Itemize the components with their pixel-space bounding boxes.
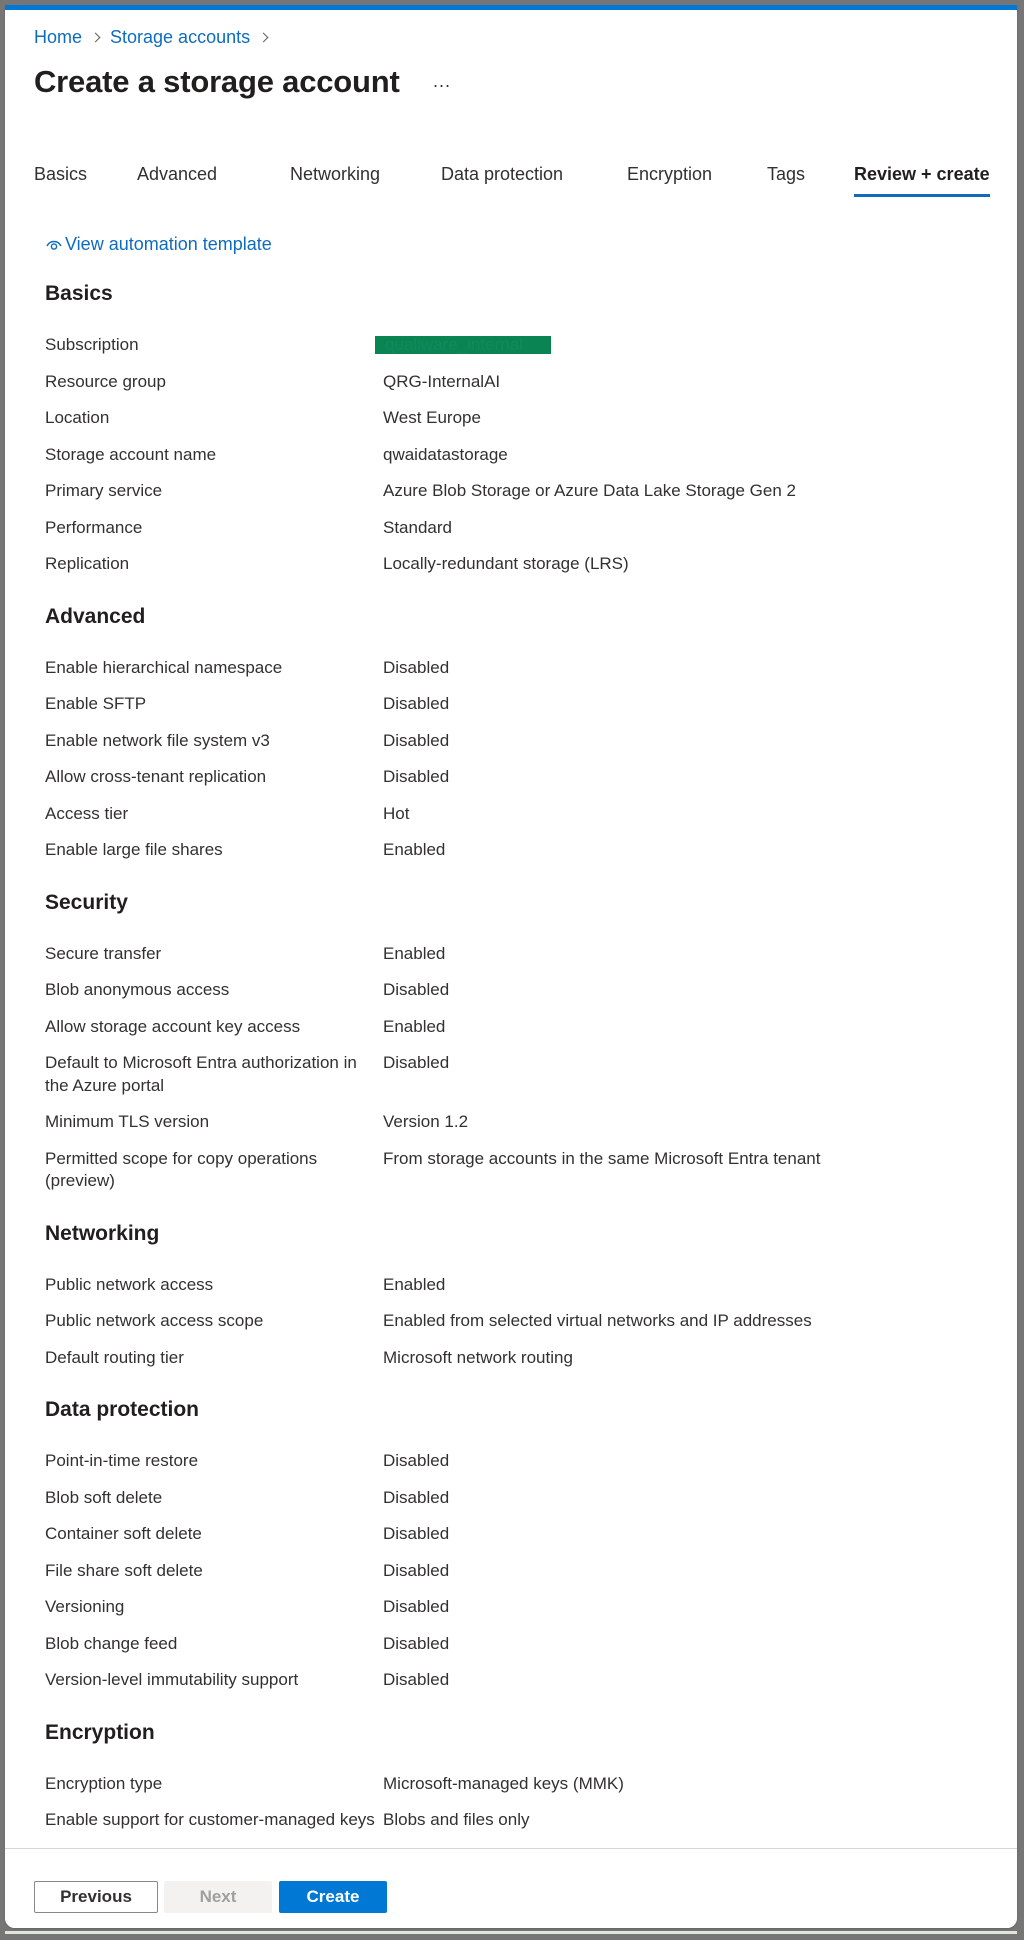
summary-row	[45, 1303, 985, 1340]
summary-value	[383, 334, 985, 357]
section-advanced	[45, 603, 985, 869]
summary-row	[45, 650, 985, 687]
summary-row	[45, 1009, 985, 1046]
summary-row	[45, 723, 985, 760]
window-bottom-edge	[5, 1931, 1017, 1934]
previous-button[interactable]: Previous	[34, 1881, 158, 1913]
view-automation-template-label: View automation template	[65, 234, 272, 254]
summary-label: Permitted scope for copy operations (preview)	[45, 1148, 318, 1190]
summary-value: Disabled	[383, 767, 450, 786]
summary-label: Subscription	[45, 335, 139, 354]
summary-value: Standard	[383, 517, 452, 537]
summary-label: Versioning	[45, 1597, 125, 1616]
summary-row	[45, 936, 985, 973]
tab-review-create[interactable]: Review + create	[854, 160, 990, 197]
summary-label: Allow storage account key access	[45, 1016, 301, 1036]
summary-label: Blob soft delete	[45, 1487, 163, 1507]
section-networking	[45, 1220, 985, 1377]
summary-value: Disabled	[383, 980, 450, 999]
tab-encryption[interactable]: Encryption	[627, 164, 713, 184]
summary-label: Enable large file shares	[45, 840, 223, 859]
summary-sections	[45, 280, 985, 1848]
page-title: Create a storage account	[34, 64, 400, 99]
summary-row	[45, 510, 985, 547]
summary-row	[45, 437, 985, 474]
summary-value: Disabled	[383, 1451, 450, 1470]
summary-value: Disabled	[383, 1597, 450, 1616]
summary-row	[45, 364, 985, 401]
eye-icon	[45, 238, 63, 252]
summary-value: Disabled	[383, 694, 450, 713]
summary-value: Disabled	[383, 1487, 450, 1507]
summary-label: Storage account name	[45, 444, 217, 464]
create-button[interactable]: Create	[279, 1881, 387, 1913]
summary-value: Enabled	[383, 1274, 446, 1294]
summary-label: Default routing tier	[45, 1347, 184, 1367]
summary-value: Enabled	[383, 840, 446, 859]
summary-row	[45, 1626, 985, 1663]
summary-value: Enabled from selected virtual networks and IP addresses	[383, 1311, 812, 1330]
summary-label: File share soft delete	[45, 1560, 203, 1580]
next-button[interactable]: Next	[164, 1881, 272, 1913]
summary-label: Container soft delete	[45, 1524, 202, 1543]
summary-row	[45, 1267, 985, 1304]
summary-label: Public network access scope	[45, 1311, 264, 1330]
summary-value: Azure Blob Storage or Azure Data Lake Storage Gen 2	[383, 481, 796, 500]
wizard-footer	[5, 1848, 1017, 1928]
summary-row	[45, 1340, 985, 1377]
section-heading: Basics	[45, 282, 113, 305]
summary-label: Point-in-time restore	[45, 1451, 199, 1470]
section-heading: Security	[45, 890, 128, 914]
chevron-right-icon	[260, 34, 268, 42]
tab-advanced[interactable]: Advanced	[137, 164, 218, 184]
summary-row	[45, 1104, 985, 1141]
summary-value: Disabled	[383, 1560, 450, 1580]
summary-row	[45, 400, 985, 437]
summary-row	[45, 1662, 985, 1699]
summary-row	[45, 1480, 985, 1517]
summary-row	[45, 1045, 985, 1104]
summary-label: Enable network file system v3	[45, 730, 270, 750]
section-encryption	[45, 1719, 985, 1839]
more-options-button[interactable]: ...	[433, 71, 452, 91]
summary-row	[45, 1589, 985, 1626]
portal-blade	[5, 5, 1017, 1928]
summary-label: Public network access	[45, 1274, 214, 1294]
summary-label: Blob anonymous access	[45, 980, 230, 999]
summary-row	[45, 546, 985, 583]
summary-row	[45, 1766, 985, 1803]
summary-label: Enable hierarchical namespace	[45, 657, 283, 677]
review-content[interactable]	[5, 230, 1017, 1848]
tab-tags[interactable]: Tags	[767, 164, 806, 184]
summary-label: Resource group	[45, 371, 166, 391]
summary-row	[45, 1553, 985, 1590]
summary-value: Enabled	[383, 1016, 446, 1036]
summary-value: Disabled	[383, 1053, 450, 1072]
summary-label: Performance	[45, 517, 143, 537]
summary-label: Replication	[45, 554, 130, 573]
section-data-protection	[45, 1396, 985, 1699]
summary-value: Microsoft network routing	[383, 1347, 573, 1367]
summary-value: Microsoft-managed keys (MMK)	[383, 1773, 624, 1793]
summary-value: Blobs and files only	[383, 1810, 530, 1829]
summary-label: Enable support for customer-managed keys	[45, 1810, 375, 1829]
summary-row	[45, 473, 985, 510]
summary-row	[45, 1141, 985, 1200]
summary-value: Disabled	[383, 1524, 450, 1543]
tab-data-protection[interactable]: Data protection	[441, 164, 564, 184]
summary-value: Disabled	[383, 1670, 450, 1689]
summary-row	[45, 327, 985, 364]
tab-basics[interactable]: Basics	[34, 164, 88, 184]
summary-value: qwaidatastorage	[383, 444, 508, 464]
view-automation-template-link[interactable]	[45, 234, 272, 255]
summary-label: Enable SFTP	[45, 694, 147, 713]
top-accent-bar	[5, 5, 1017, 10]
summary-label: Blob change feed	[45, 1633, 178, 1653]
tab-networking[interactable]: Networking	[290, 164, 381, 184]
summary-value: Disabled	[383, 1633, 450, 1653]
section-heading: Encryption	[45, 1720, 155, 1744]
summary-label: Location	[45, 408, 110, 427]
summary-label: Default to Microsoft Entra authorization in the Azure portal	[45, 1053, 357, 1095]
summary-value: Enabled	[383, 943, 446, 963]
summary-row	[45, 759, 985, 796]
section-basics	[45, 280, 985, 583]
redacted-subscription-value: qualiware_internal	[375, 336, 551, 354]
summary-row	[45, 972, 985, 1009]
section-heading: Advanced	[45, 604, 146, 628]
summary-value: Disabled	[383, 730, 450, 750]
summary-row	[45, 1802, 985, 1839]
summary-label: Version-level immutability support	[45, 1670, 299, 1689]
breadcrumb-storage-accounts[interactable]: Storage accounts	[110, 27, 251, 47]
summary-row	[45, 1516, 985, 1553]
summary-value: West Europe	[383, 408, 481, 427]
section-security	[45, 889, 985, 1200]
section-heading: Networking	[45, 1221, 160, 1245]
summary-value: QRG-InternalAI	[383, 371, 501, 391]
summary-label: Encryption type	[45, 1773, 163, 1793]
summary-value: Locally-redundant storage (LRS)	[383, 554, 629, 573]
summary-label: Access tier	[45, 803, 129, 823]
summary-label: Minimum TLS version	[45, 1112, 210, 1131]
summary-value: Version 1.2	[383, 1112, 469, 1131]
breadcrumb-home[interactable]: Home	[34, 27, 83, 47]
summary-label: Allow cross-tenant replication	[45, 767, 267, 786]
summary-row	[45, 1443, 985, 1480]
summary-value: From storage accounts in the same Microsoft Entra tenant	[383, 1148, 821, 1168]
summary-row	[45, 832, 985, 869]
breadcrumb	[34, 27, 278, 48]
summary-row	[45, 796, 985, 833]
summary-value: Disabled	[383, 657, 450, 677]
summary-label: Secure transfer	[45, 943, 162, 963]
summary-label: Primary service	[45, 481, 163, 500]
chevron-right-icon	[92, 34, 100, 42]
summary-value: Hot	[383, 803, 410, 823]
summary-row	[45, 686, 985, 723]
section-heading: Data protection	[45, 1398, 200, 1421]
